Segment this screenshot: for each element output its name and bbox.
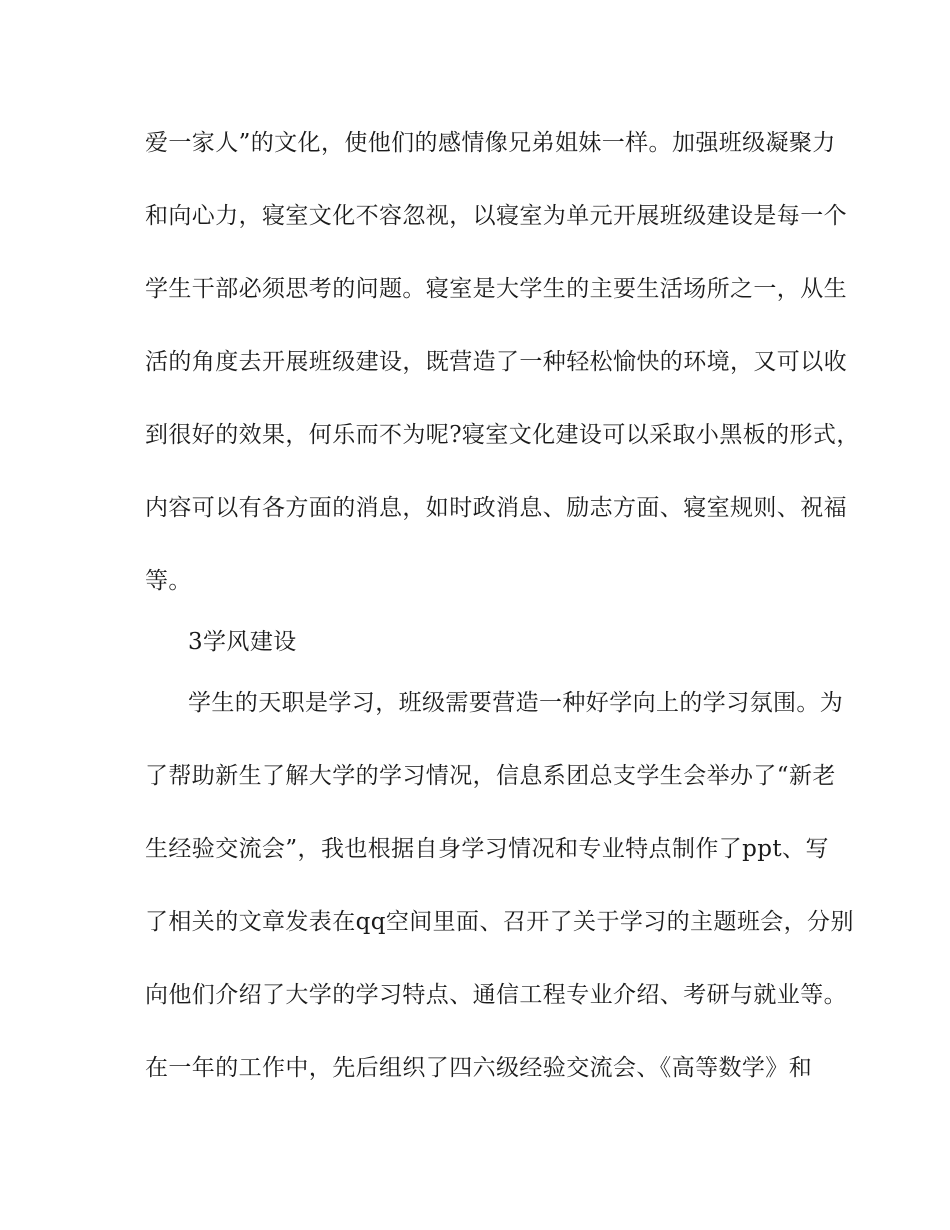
paragraph-line: 学生干部必须思考的问题。寝室是大学生的主要生活场所之一，从生 — [145, 276, 847, 302]
paragraph-line: 学生的天职是学习，班级需要营造一种好学向上的学习氛围。为 — [188, 690, 844, 716]
paragraph-line: 向他们介绍了大学的学习特点、通信工程专业介绍、考研与就业等。 — [145, 982, 847, 1008]
paragraph-line: 了相关的文章发表在qq空间里面、召开了关于学习的主题班会，分别 — [145, 909, 854, 935]
paragraph-line: 内容可以有各方面的消息，如时政消息、励志方面、寝室规则、祝福 — [145, 495, 847, 521]
paragraph-line: 活的角度去开展班级建设，既营造了一种轻松愉快的环境，又可以收 — [145, 349, 847, 375]
paragraph-line: 爱一家人”的文化，使他们的感情像兄弟姐妹一样。加强班级凝聚力 — [145, 130, 836, 156]
paragraph-line: 和向心力，寝室文化不容忽视，以寝室为单元开展班级建设是每一个 — [145, 203, 847, 229]
paragraph-line: 在一年的工作中，先后组织了四六级经验交流会、《高等数学》和 — [145, 1055, 813, 1081]
paragraph-line: 等。 — [145, 568, 192, 594]
paragraph-line: 到很好的效果，何乐而不为呢?寝室文化建设可以采取小黑板的形式， — [145, 422, 860, 448]
paragraph-line: 了帮助新生了解大学的学习情况，信息系团总支学生会举办了“新老 — [145, 763, 836, 789]
section-heading: 3学风建设 — [188, 629, 297, 655]
paragraph-line: 生经验交流会”，我也根据自身学习情况和专业特点制作了ppt、写 — [145, 836, 829, 862]
